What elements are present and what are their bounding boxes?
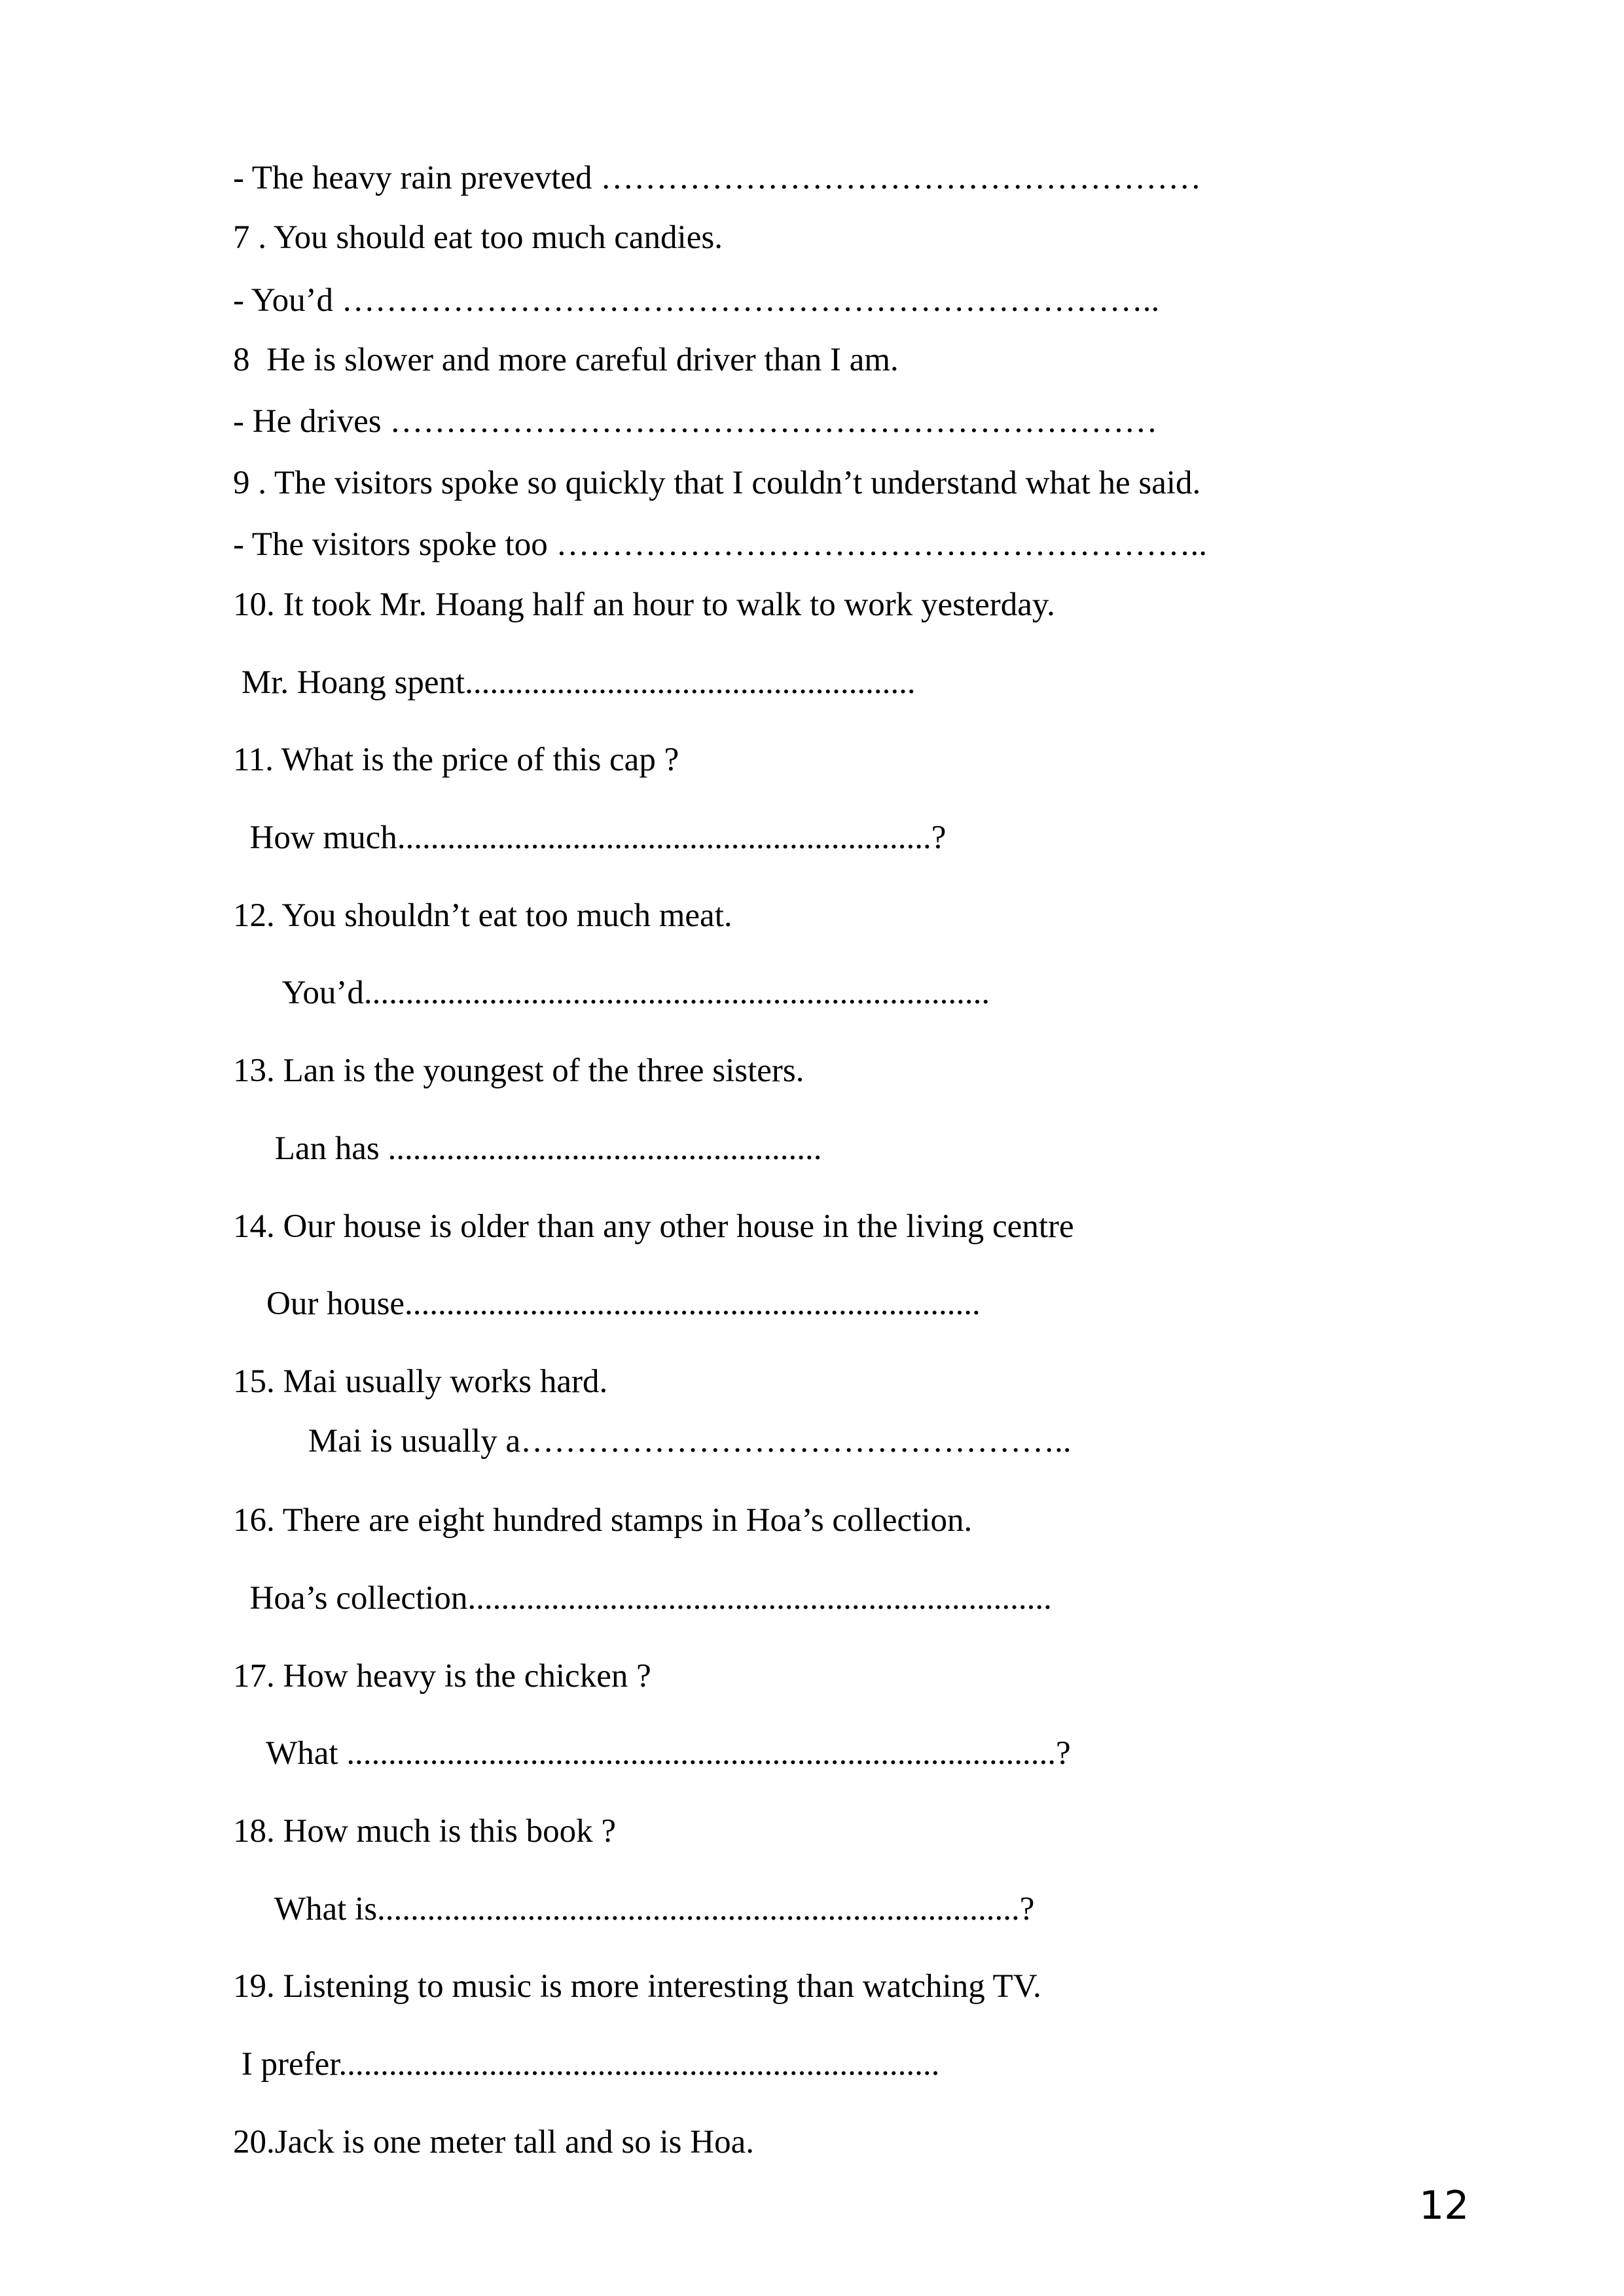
question-11: 11. What is the price of this cap ?	[233, 742, 679, 778]
answer-line-18: What is.............................................................................?	[233, 1891, 1035, 1928]
answer-line-11: How much................................................................?	[233, 819, 947, 856]
question-18: 18. How much is this book ?	[233, 1813, 617, 1850]
question-16: 16. There are eight hundred stamps in Hoa’s collection.	[233, 1502, 973, 1539]
question-19: 19. Listening to music is more interesting than watching TV.	[233, 1968, 1041, 2005]
answer-line-7: - You’d ………………………………………………………………..	[233, 282, 1160, 319]
answer-line-6: - The heavy rain prevevted ………………………………………………	[233, 160, 1202, 196]
answer-line-19: I prefer........................................................................	[233, 2046, 940, 2083]
question-10: 10. It took Mr. Hoang half an hour to walk to work yesterday.	[233, 586, 1055, 623]
page-number: 12	[1419, 2183, 1470, 2229]
answer-line-9: - The visitors spoke too …………………………………………………..	[233, 526, 1207, 563]
answer-line-8: - He drives ……………………………………………………………	[233, 403, 1158, 440]
answer-line-15: Mai is usually a…………………………………………..	[233, 1423, 1072, 1460]
answer-line-12: You’d...........................................................................	[233, 975, 990, 1011]
answer-line-16: Hoa’s collection......................................................................	[233, 1580, 1052, 1617]
answer-line-10: Mr. Hoang spent......................................................	[233, 664, 916, 701]
question-17: 17. How heavy is the chicken ?	[233, 1658, 651, 1695]
question-13: 13. Lan is the youngest of the three sisters.	[233, 1052, 804, 1089]
answer-line-17: What .....................................................................................?	[233, 1735, 1071, 1772]
question-14: 14. Our house is older than any other house in the living centre	[233, 1208, 1074, 1245]
question-12: 12. You shouldn’t eat too much meat.	[233, 897, 732, 934]
answer-line-13: Lan has ....................................................	[233, 1130, 822, 1167]
answer-line-14: Our house.....................................................................	[233, 1285, 981, 1322]
question-8: 8 He is slower and more careful driver than I am.	[233, 342, 899, 378]
question-20: 20.Jack is one meter tall and so is Hoa.	[233, 2124, 754, 2161]
question-9: 9 . The visitors spoke so quickly that I couldn’t understand what he said.	[233, 465, 1201, 501]
question-7: 7 . You should eat too much candies.	[233, 219, 723, 256]
question-15: 15. Mai usually works hard.	[233, 1363, 608, 1400]
